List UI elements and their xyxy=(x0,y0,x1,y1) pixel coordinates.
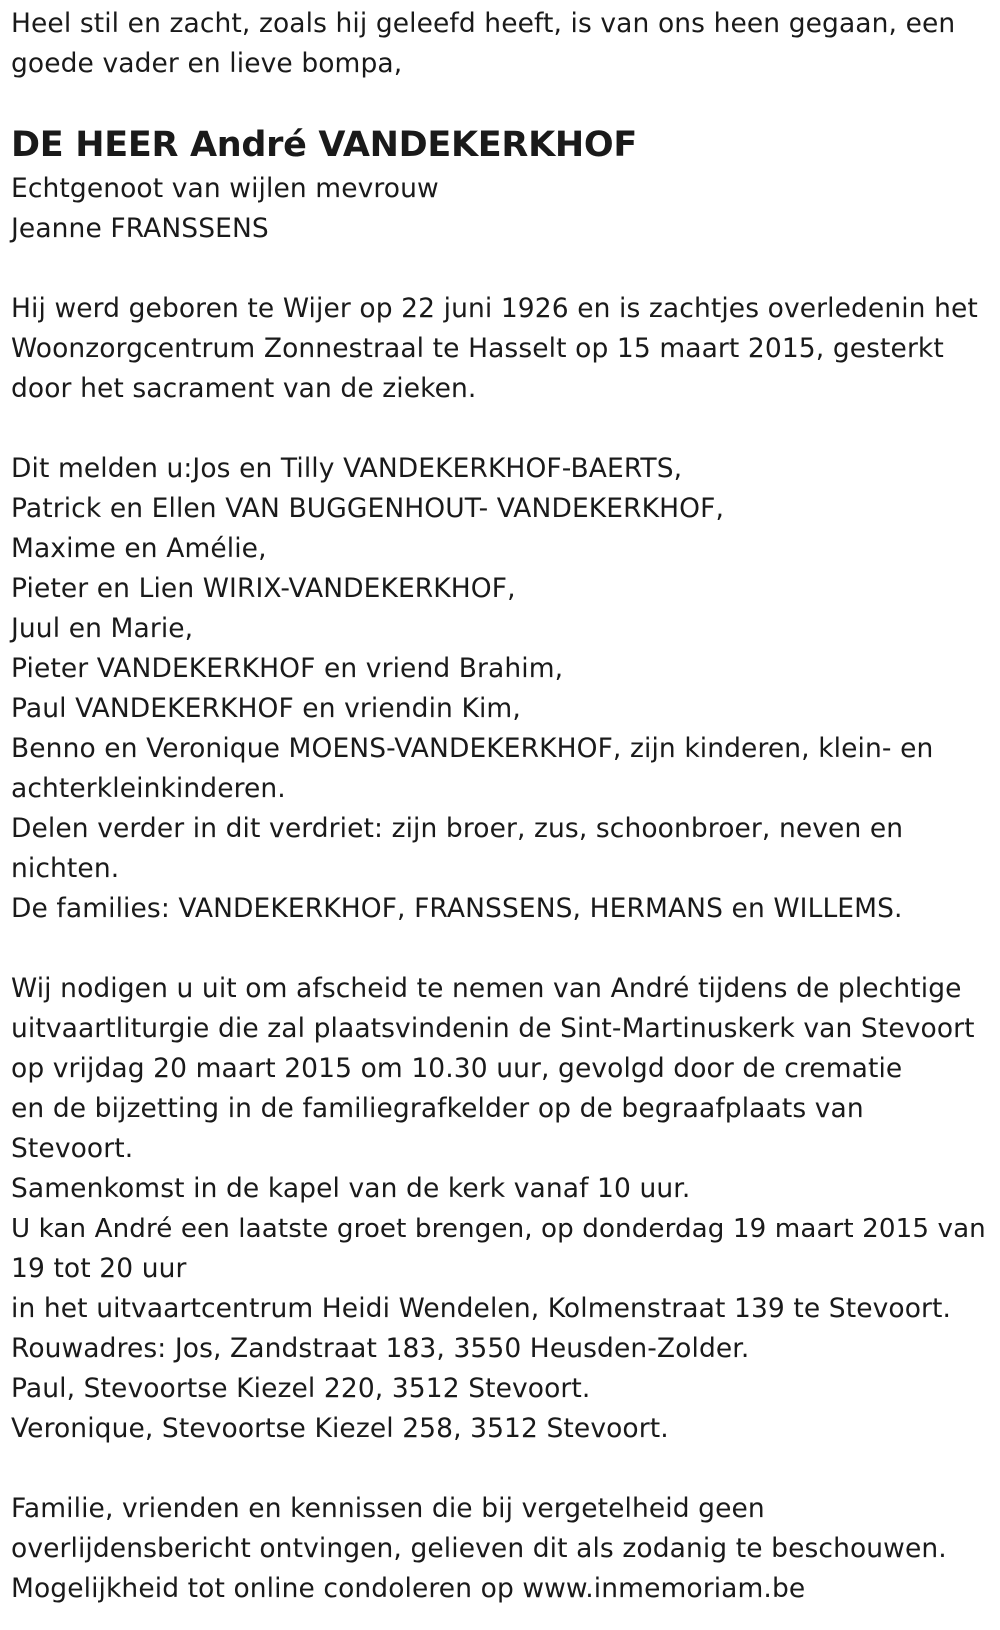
family-line: Pieter en Lien WIRIX-VANDEKERKHOF, xyxy=(11,573,516,604)
spouse-line: Jeanne FRANSSENS xyxy=(11,213,269,244)
closing-paragraph xyxy=(11,1489,991,1609)
closing-line: overlijdensbericht ontvingen, gelieven dit als zodanig te beschouwen. xyxy=(11,1533,947,1564)
birth-death-line: door het sacrament van de zieken. xyxy=(11,373,477,404)
family-line: Paul VANDEKERKHOF en vriendin Kim, xyxy=(11,693,521,724)
family-line: Pieter VANDEKERKHOF en vriend Brahim, xyxy=(11,653,564,684)
funeral-line: Veronique, Stevoortse Kiezel 258, 3512 Stevoort. xyxy=(11,1413,669,1444)
deceased-name: DE HEER André VANDEKERKHOF xyxy=(11,125,637,165)
family-line: De families: VANDEKERKHOF, FRANSSENS, HERMANS en WILLEMS. xyxy=(11,893,903,924)
intro-line: goede vader en lieve bompa, xyxy=(11,48,403,79)
family-line: nichten. xyxy=(11,853,120,884)
deceased-block xyxy=(11,121,991,249)
family-line: Juul en Marie, xyxy=(11,613,194,644)
family-line: Patrick en Ellen VAN BUGGENHOUT- VANDEKERKHOF, xyxy=(11,493,724,524)
funeral-line: Samenkomst in de kapel van de kerk vanaf 10 uur. xyxy=(11,1173,691,1204)
birth-death-line: Woonzorgcentrum Zonnestraal te Hasselt op 15 maart 2015, gesterkt xyxy=(11,333,944,364)
funeral-line: Stevoort. xyxy=(11,1133,134,1164)
funeral-line: op vrijdag 20 maart 2015 om 10.30 uur, gevolgd door de crematie xyxy=(11,1053,903,1084)
funeral-line: Rouwadres: Jos, Zandstraat 183, 3550 Heusden-Zolder. xyxy=(11,1333,750,1364)
funeral-line: Wij nodigen u uit om afscheid te nemen van André tijdens de plechtige xyxy=(11,973,962,1004)
birth-death-paragraph xyxy=(11,289,991,409)
funeral-line: uitvaartliturgie die zal plaatsvindenin de Sint-Martinuskerk van Stevoort xyxy=(11,1013,975,1044)
family-paragraph xyxy=(11,449,991,929)
family-line: Delen verder in dit verdriet: zijn broer, zus, schoonbroer, neven en xyxy=(11,813,904,844)
spouse-line: Echtgenoot van wijlen mevrouw xyxy=(11,173,439,204)
closing-line: Familie, vrienden en kennissen die bij vergetelheid geen xyxy=(11,1493,765,1524)
condolence-website-line: Mogelijkheid tot online condoleren op www.inmemoriam.be xyxy=(11,1573,806,1604)
family-line: Benno en Veronique MOENS-VANDEKERKHOF, zijn kinderen, klein- en xyxy=(11,733,934,764)
funeral-line: in het uitvaartcentrum Heidi Wendelen, Kolmenstraat 139 te Stevoort. xyxy=(11,1293,952,1324)
death-notice xyxy=(11,4,991,1609)
family-line: achterkleinkinderen. xyxy=(11,773,286,804)
family-line: Maxime en Amélie, xyxy=(11,533,267,564)
intro-line: Heel stil en zacht, zoals hij geleefd heeft, is van ons heen gegaan, een xyxy=(11,8,956,39)
funeral-line: en de bijzetting in de familiegrafkelder op de begraafplaats van xyxy=(11,1093,864,1124)
funeral-line: 19 tot 20 uur xyxy=(11,1253,187,1284)
birth-death-line: Hij werd geboren te Wijer op 22 juni 1926 en is zachtjes overledenin het xyxy=(11,293,978,324)
family-line: Dit melden u:Jos en Tilly VANDEKERKHOF-BAERTS, xyxy=(11,453,683,484)
intro-paragraph xyxy=(11,4,991,84)
funeral-line: U kan André een laatste groet brengen, op donderdag 19 maart 2015 van xyxy=(11,1214,986,1244)
funeral-line: Paul, Stevoortse Kiezel 220, 3512 Stevoort. xyxy=(11,1373,591,1404)
funeral-paragraph xyxy=(11,969,991,1449)
